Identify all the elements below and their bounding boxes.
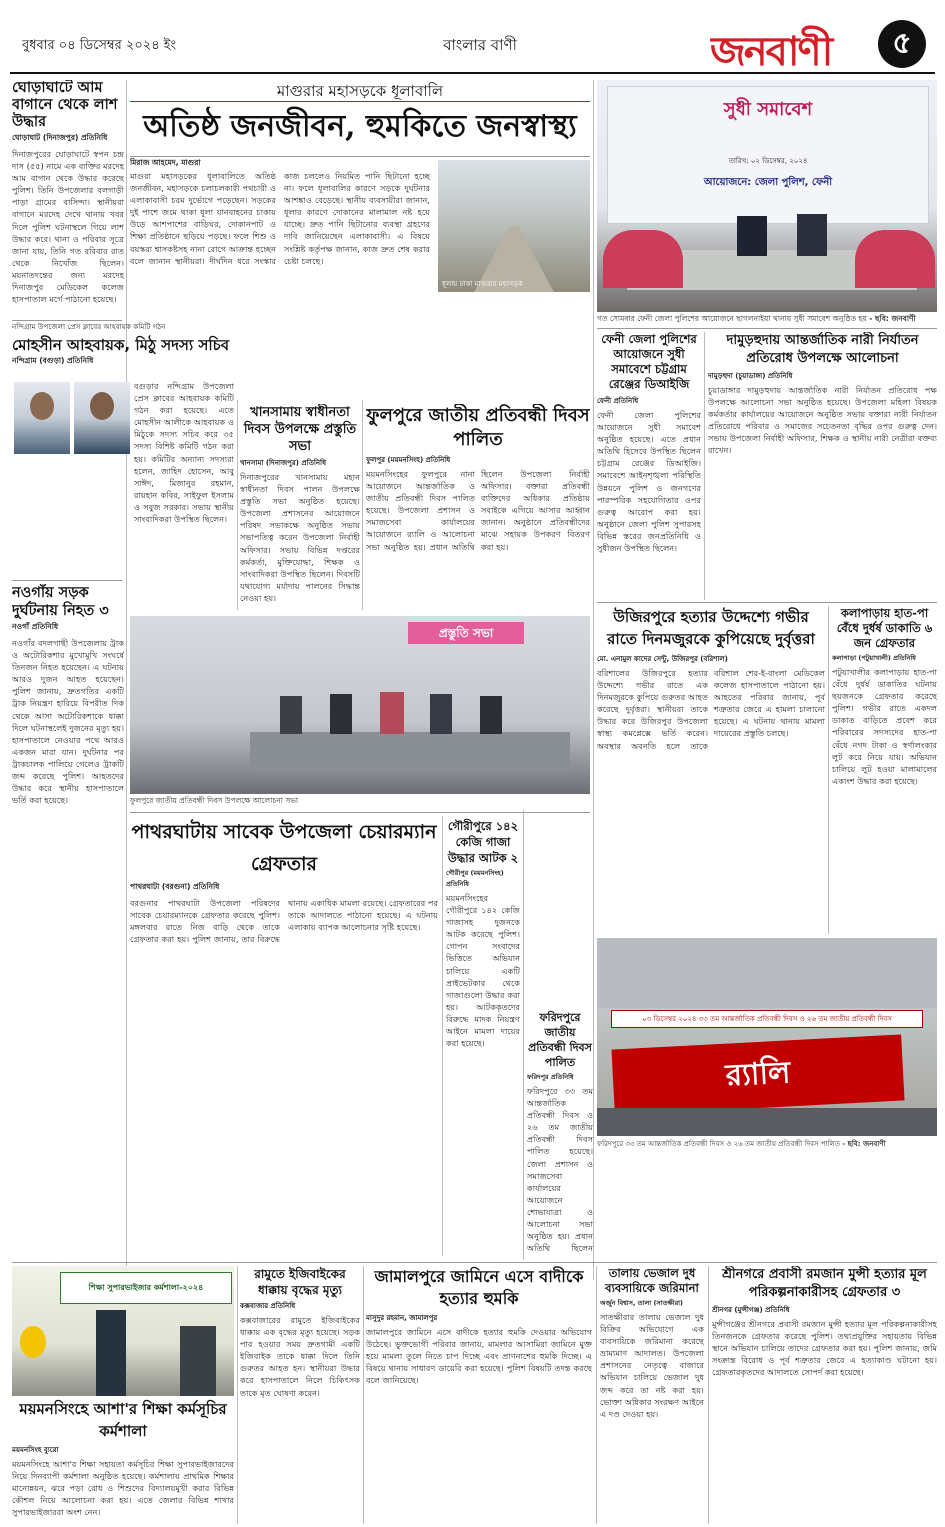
- article-faridpur: [527, 1010, 593, 1256]
- banner-title: সুধী সমাবেশ: [723, 99, 813, 120]
- headline: উজিরপুরে হত্যার উদ্দেশ্যে গভীর রাতে দিনমজুরকে কুপিয়েছে দুর্বৃত্তরা: [607, 608, 815, 648]
- rally-strip: [611, 1010, 923, 1028]
- headline: রামুতে ইজিবাইকের ধাক্কায় বৃদ্ধের মৃত্যু: [254, 1267, 346, 1297]
- article-body: বরিশালের উজিরপুরে হত্যার উদ্দেশ্যে গভীর রাতে এক দিনমজুরকে কুপিয়ে গুরুতর আহত করেছে দুর্বৃত্তরা। স্থানীয়রা তাকে উদ্ধার করে উজিরপুর উপজেলা স্বাস্থ্য কমপ্লেক্সে ভর্তি করেন। অবস্থার অবনতি হলে তাকে বরিশাল শের-ই-বাংলা মেডিকেল কলেজ হাসপাতালে পাঠানো হয়। আহতের পরিবার জানায়, পূর্ব শত্রুতার জেরে এ হামলা চালানো হয়েছে। এ ঘটনায় থানায় মামলা দায়েরের প্রস্তুতি চলছে।: [597, 668, 825, 751]
- byline: কক্সবাজার প্রতিনিধি: [240, 1302, 296, 1310]
- byline: অর্জুন বিশ্বাস, তালা (সাতক্ষীরা): [600, 1299, 684, 1307]
- person-shape: [737, 216, 767, 256]
- caption-text: ফরিদপুরে ৩৩ তম আন্তর্জাতিক প্রতিবন্ধী দিবস ও ২৬ তম জাতীয় প্রতিবন্ধী দিবস পালিত: [597, 1140, 841, 1148]
- article-lash-uddhar: [12, 80, 124, 324]
- masthead: [0, 0, 945, 78]
- byline: শ্রীনগর (মুন্সীগঞ্জ) প্রতিনিধি: [712, 1306, 790, 1314]
- article-body: মাগুরা মহাসড়কের ধূলাবালিতে অতিষ্ঠ জনজীবন, মহাসড়কে চলাচলকারী পথচারী ও এলাকাবাসী চরম দুর্ভোগে পড়েছেন। সড়কের দুই পাশে জমে থাকা ধূলা যানবাহনের চাকায় উড়ে আশপাশের বাড়িঘর, দোকানপাট ও শিক্ষা প্রতিষ্ঠানে ছড়িয়ে পড়ছে। ফলে শিশু ও বয়স্করা শ্বাসকষ্টসহ নানা রোগে আক্রান্ত হচ্ছেন বলে জানান স্থানীয়রা। দীর্ঘদিন ধরে সংস্কার কাজ চললেও নিয়মিত পানি ছিটানো হচ্ছে না। ফলে ধূলাবালির কারণে সড়কে দুর্ঘটনার আশঙ্কাও বেড়েছে। স্থানীয় ব্যবসায়ীরা জানান, ধূলার কারণে দোকানের মালামাল নষ্ট হয়ে যাচ্ছে। দ্রুত পানি ছিটানোর ব্যবস্থা গ্রহণের দাবি জানিয়েছেন এলাকাবাসী। এ বিষয়ে সংশ্লিষ্ট কর্তৃপক্ষ জানান, কাজ দ্রুত শেষ করার চেষ্টা চলছে।: [130, 171, 430, 266]
- byline: পাথরঘাটা (বরগুনা) প্রতিনিধি: [130, 882, 220, 891]
- section-name: বাংলার বাণী: [443, 36, 517, 54]
- article-body: চুয়াডাঙ্গার দামুড়হুদায় আন্তর্জাতিক নারী নির্যাতন প্রতিরোধ পক্ষ উপলক্ষে আলোচনা সভা অনুষ্ঠিত হয়েছে। উপজেলা মহিলা বিষয়ক কর্মকর্তার কার্যালয়ের আয়োজনে অনুষ্ঠিত সভায় বক্তারা নারী নির্যাতন প্রতিরোধে পরিবার ও সমাজের সচেতনতা বৃদ্ধির ওপর গুরুত্ব দেন। সভায় উপজেলা নির্বাহী অফিসার, শিক্ষক ও স্থানীয় নারী নেত্রীরা বক্তব্য রাখেন।: [708, 385, 937, 456]
- photo-caption: [597, 314, 937, 326]
- lead-rule: [130, 156, 590, 157]
- article-body: ময়মনসিংহের গৌরীপুরে ১৪২ কেজি গাজাসহ দুজনকে আটক করেছে পুলিশ। গোপন সংবাদের ভিত্তিতে অভিযান চালিয়ে একটি প্রাইভেটকার থেকে গাজাগুলো উদ্ধার করা হয়। আটককৃতদের বিরুদ্ধে মাদক নিয়ন্ত্রণ আইনে মামলা দায়ের করা হয়েছে।: [446, 893, 520, 1049]
- banner-date: তারিখ: ০২ ডিসেম্বর, ২০২৪: [728, 157, 808, 165]
- byline: ফরিদপুর প্রতিনিধি: [527, 1073, 574, 1081]
- photo-caption: ফুলপুরে জাতীয় প্রতিবন্ধী দিবস উপলক্ষে আলোচনা সভা: [130, 796, 299, 805]
- page-number: ৫: [892, 26, 912, 61]
- article-kalapara: [832, 606, 937, 934]
- photo-banner: [408, 622, 524, 644]
- headline: ফুলপুরে জাতীয় প্রতিবন্ধী দিবস পালিত: [366, 405, 590, 450]
- kicker: মাগুরার মহাসড়কে ধূলাবালি: [276, 82, 444, 100]
- plant-shape: [603, 230, 683, 288]
- meeting-photo: [130, 616, 590, 794]
- article-ujirpur: [597, 606, 825, 934]
- byline: কলাপাড়া (পটুয়াখালী) প্রতিনিধি: [832, 654, 916, 662]
- crowd-shape: [597, 1108, 937, 1136]
- article-feni: [597, 332, 701, 600]
- col-divider: [362, 400, 363, 610]
- photo-banner: [60, 1272, 232, 1304]
- headline: ফরিদপুরে জাতীয় প্রতিবন্ধী দিবস পালিত: [528, 1011, 592, 1069]
- article-naogaon: [12, 584, 124, 844]
- rule: [12, 320, 122, 321]
- headline: ফেনী জেলা পুলিশের আয়োজনে সুধী সমাবেশে চট্টগ্রাম রেঞ্জের ডিআইজি: [601, 332, 697, 391]
- asha-workshop-photo: [12, 1266, 234, 1396]
- issue-date: বুধবার ০৪ ডিসেম্বর ২০২৪ ইং: [22, 38, 177, 53]
- article-body-cont: [438, 296, 590, 392]
- person-shape: [96, 1310, 126, 1396]
- article-fulpur: [366, 404, 590, 610]
- col-divider: [126, 584, 127, 1274]
- kicker-bar: [130, 80, 590, 102]
- road-dust-photo: [438, 160, 590, 292]
- article-jamalpur: [366, 1266, 592, 1524]
- article-damurhuda: [708, 332, 937, 600]
- person-shape: [797, 214, 827, 256]
- avatar-mohsin: [14, 382, 70, 454]
- face-shape: [90, 392, 114, 420]
- article-body: পটুয়াখালীর কলাপাড়ায় হাত-পা বেঁধে দুর্ধর্ষ ডাকাতির ঘটনায় ছয়জনকে গ্রেফতার করেছে পুলিশ। গভীর রাতে একদল ডাকাত বাড়িতে প্রবেশ করে পরিবারের সদস্যদের হাত-পা বেঁধে নগদ টাকা ও স্বর্ণালংকার লুট করে নিয়ে যায়। অভিযান চালিয়ে লুট হওয়া মালামালের একাংশ উদ্ধার করা হয়েছে।: [832, 667, 937, 786]
- article-khansama: [240, 404, 360, 610]
- bottom-rule: [12, 1262, 937, 1263]
- article-body: দিনাজপুরের খানসামায় মহান স্বাধীনতা দিবস পালন উপলক্ষে প্রস্তুতি সভা অনুষ্ঠিত হয়েছে। উপজেলা প্রশাসনের আয়োজনে পরিষদ সভাকক্ষে অনুষ্ঠিত সভায় সভাপতিত্ব করেন উপজেলা নির্বাহী অফিসার। সভায় বিভিন্ন দপ্তরের কর্মকর্তা, মুক্তিযোদ্ধা, শিক্ষক ও সাংবাদিকরা উপস্থিত ছিলেন। দিবসটি যথাযোগ্য মর্যাদায় পালনের সিদ্ধান্ত নেওয়া হয়।: [240, 472, 360, 603]
- article-body: ময়মনসিংহের ফুলপুরে নানা আয়োজনে আন্তর্জাতিক ও জাতীয় প্রতিবন্ধী দিবস পালিত হয়েছে। উপজেলা প্রশাসন ও সমাজসেবা কার্যালয়ের আয়োজনে র‍্যালি ও আলোচনা সভা অনুষ্ঠিত হয়। প্রধান অতিথি ছিলেন উপজেলা নির্বাহী অফিসার। বক্তারা প্রতিবন্ধী ব্যক্তিদের অধিকার প্রতিষ্ঠায় সবাইকে এগিয়ে আসার আহ্বান জানান। অনুষ্ঠানে প্রতিবন্ধীদের মাঝে সহায়ক উপকরণ বিতরণ করা হয়।: [366, 469, 590, 552]
- article-body: বরগুনার পাথরঘাটা উপজেলা পরিষদের সাবেক চেয়ারম্যানকে গ্রেফতার করেছে পুলিশ। মঙ্গলবার রাতে নিজ বাড়ি থেকে তাকে গ্রেফতার করা হয়। পুলিশ জানায়, তার বিরুদ্ধে থানায় একাধিক মামলা রয়েছে। গ্রেফতারের পর তাকে আদালতে পাঠানো হয়েছে। এ ঘটনায় এলাকায় ব্যাপক আলোচনার সৃষ্টি হয়েছে।: [130, 898, 438, 945]
- article-body: মুন্সীগঞ্জের শ্রীনগরে প্রবাসী রমজান মুন্সী হত্যার মূল পরিকল্পনাকারীসহ তিনজনকে গ্রেফতার করেছে পুলিশ। তথ্যপ্রযুক্তির সহায়তায় বিভিন্ন স্থানে অভিযান চালিয়ে তাদের গ্রেফতার করা হয়। পুলিশ জানায়, জমি সংক্রান্ত বিরোধ ও পূর্ব শত্রুতার জেরে এ হত্যাকাণ্ড ঘটানো হয়। গ্রেফতারকৃতদের আদালতে সোপর্দ করা হয়েছে।: [712, 1319, 937, 1378]
- col-divider: [237, 400, 238, 610]
- article-body: দিনাজপুরের ঘোড়াঘাটে স্বপন চন্দ্র দাস (৫৫) নামে এক ব্যক্তির মরদেহ আম বাগান থেকে উদ্ধার করেছে পুলিশ। তিনি উপজেলার বলগাড়ী পাড়া গ্রামের বাসিন্দা। স্থানীয়রা বাগানে মরদেহ দেখে থানায় খবর দিলে পুলিশ ঘটনাস্থলে গিয়ে লাশ উদ্ধার করে। থানা ও পরিবার সূত্রে জানা যায়, তিনি গত রবিবার রাত থেকে নিখোঁজ ছিলেন। ময়নাতদন্তের জন্য মরদেহ দিনাজপুর মেডিকেল কলেজ হাসপাতাল মর্গে পাঠানো হয়েছে।: [12, 149, 124, 305]
- banner-text: প্রস্তুতি সভা: [438, 626, 494, 640]
- rule: [597, 328, 937, 329]
- kicker: নন্দিগ্রাম উপজেলা প্রেস ক্লাবের আহবায়ক কমিটি গঠন: [12, 322, 166, 331]
- article-body: ময়মনসিংহে আশা'র শিক্ষা সহায়তা কর্মসূচির শিক্ষা সুপারভাইজারদের নিয়ে দিনব্যাপী কর্মশালা অনুষ্ঠিত হয়েছে। কর্মশালায় প্রাথমিক শিক্ষার মানোন্নয়ন, ঝরে পড়া রোধ ও শিশুদের বিদ্যালয়মুখী করার বিভিন্ন কৌশল নিয়ে আলোচনা করা হয়। এতে জেলার বিভিন্ন শাখার সুপারভাইজাররা অংশ নেন।: [12, 1459, 234, 1518]
- headline: নওগাঁয় সড়ক দুর্ঘটনায় নিহত ৩: [12, 585, 109, 619]
- rule: [597, 602, 937, 603]
- article-body: সাতক্ষীরার তালায় ভেজাল দুধ বিক্রির অভিযোগে এক ব্যবসায়িকে জরিমানা করেছে ভ্রাম্যমাণ আদালত। উপজেলা প্রশাসনের নেতৃত্বে বাজারে অভিযান চালিয়ে ভেজাল দুধ জব্দ করে তা নষ্ট করা হয়। ভোক্তা অধিকার সংরক্ষণ আইনে এ দণ্ড দেওয়া হয়।: [600, 1312, 704, 1419]
- article-patharghata: [130, 816, 438, 1256]
- newspaper-logo: [710, 20, 930, 72]
- article-body: কক্সবাজারের রামুতে ইজিবাইকের ধাক্কায় এক বৃদ্ধের মৃত্যু হয়েছে। সড়ক পার হওয়ার সময় দ্রুতগামী একটি ইজিবাইক তাকে ধাক্কা দিলে তিনি গুরুতর আহত হন। স্থানীয়রা উদ্ধার করে হাসপাতালে নিলে চিকিৎসক তাকে মৃত ঘোষণা করেন।: [240, 1315, 360, 1398]
- rally-photo: [597, 938, 937, 1136]
- article-gouripur: [446, 818, 520, 1258]
- article-sreenagar: [712, 1266, 937, 1524]
- article-asha: [12, 1398, 234, 1524]
- lead-headline-box: [130, 104, 590, 154]
- feni-meeting-photo: [597, 80, 937, 312]
- byline: ফুলপুর (ময়মনসিংহ) প্রতিনিধি: [366, 456, 451, 464]
- headline: কলাপাড়ায় হাত-পা বেঁধে দুর্ধর্ষ ডাকাতি ৬ জন গ্রেফতার: [836, 606, 933, 650]
- col-divider: [523, 810, 524, 1260]
- table-shape: [250, 732, 570, 772]
- article-press-club: [12, 322, 234, 578]
- person-shape: [330, 694, 352, 734]
- face-shape: [30, 392, 54, 420]
- headline: গৌরীপুরে ১৪২ কেজি গাজা উদ্ধার আটক ২: [447, 819, 519, 865]
- byline: ফেনী প্রতিনিধি: [597, 397, 639, 405]
- photo-credit: - ছবি: জনবাণী: [842, 1140, 886, 1148]
- headline: ময়মনসিংহে আশা'র শিক্ষা কর্মসূচির কর্মশালা: [19, 1400, 227, 1440]
- col-divider: [237, 1266, 238, 1524]
- article-body: ফেনী জেলা পুলিশের আয়োজনে সুধী সমাবেশ অনুষ্ঠিত হয়েছে। এতে প্রধান অতিথি হিসেবে উপস্থিত ছিলেন চট্টগ্রাম রেঞ্জের ডিআইজি। সমাবেশে আইনশৃঙ্খলা পরিস্থিতি উন্নয়নে পুলিশ ও জনগণের পারস্পরিক সহযোগিতার ওপর গুরুত্ব আরোপ করা হয়। অনুষ্ঠানে জেলা পুলিশ সুপারসহ বিভিন্ন স্তরের জনপ্রতিনিধি ও সুধীজন উপস্থিত ছিলেন।: [597, 410, 701, 554]
- banner-text: শিক্ষা সুপারভাইজার কর্মশালা-২০২৪: [88, 1283, 204, 1292]
- article-body-cont: [12, 462, 234, 574]
- byline: গৌরীপুর (ময়মনসিংহ) প্রতিনিধি: [446, 869, 504, 888]
- col-divider: [704, 332, 705, 600]
- byline: মিরাজ আহমেদ, মাগুরা: [130, 158, 201, 167]
- stage-banner: [607, 86, 929, 224]
- article-body: জামালপুরে জামিনে এসে বাদীকে হত্যার হুমকি দেওয়ার অভিযোগ উঠেছে। ভুক্তভোগী পরিবার জানায়, মামলার আসামিরা জামিনে মুক্ত হয়ে মামলা তুলে নিতে চাপ দিচ্ছে এবং প্রাণনাশের হুমকি দিচ্ছে। এ বিষয়ে থানায় সাধারণ ডায়েরি করা হয়েছে। পুলিশ বিষয়টি তদন্ত করছে বলে জানিয়েছে।: [366, 1327, 592, 1386]
- photo-credit: - ছবি: জনবাণী: [869, 314, 916, 323]
- avatar-mithu: [74, 382, 130, 454]
- byline: দামুড়হুদা (চুয়াডাঙ্গা) প্রতিনিধি: [708, 372, 793, 380]
- headline: দামুড়হুদায় আন্তর্জাতিক নারী নির্যাতন প্রতিরোধ উপলক্ষে আলোচনা: [726, 333, 919, 366]
- photo-caption: ধূলায় ঢাকা মাগুরার মহাসড়ক: [442, 280, 523, 288]
- rally-banner: [611, 1034, 904, 1115]
- byline: ময়মনসিংহ ব্যুরো: [12, 1446, 59, 1454]
- byline: খানসামা (দিনাজপুর) প্রতিনিধি: [240, 459, 326, 467]
- person-shape: [380, 692, 404, 734]
- rule: [12, 580, 122, 581]
- headline: ঘোড়াঘাটে আম বাগানে থেকে লাশ উদ্ধার: [12, 80, 118, 130]
- col-divider: [363, 1266, 364, 1524]
- col-divider: [596, 1266, 597, 1524]
- banner-organizer: আয়োজনে: জেলা পুলিশ, ফেনী: [703, 177, 833, 188]
- person-shape: [280, 696, 302, 734]
- page-number-badge: [878, 20, 926, 68]
- person-shape: [180, 1326, 216, 1396]
- article-ramu: [240, 1266, 360, 1524]
- masthead-rule: [10, 72, 935, 74]
- person-shape: [430, 694, 452, 734]
- article-body: নওগাঁর বদলগাছী উপজেলায় ট্রাক ও অটোরিকশার মুখোমুখি সংঘর্ষে তিনজন নিহত হয়েছেন। এ ঘটনায় আরও দুজন আহত হয়েছেন। পুলিশ জানায়, দ্রুতগতির একটি ট্রাক নিয়ন্ত্রণ হারিয়ে বিপরীত দিক থেকে আসা অটোরিকশাকে ধাক্কা দিলে ঘটনাস্থলেই দুজনের মৃত্যু হয়। হাসপাতালে নেওয়ার পথে আরও একজন মারা যান। দুর্ঘটনার পর ট্রাকচালক পালিয়ে গেলেও ট্রাকটি জব্দ করেছে পুলিশ। আহতদের উদ্ধার করে স্থানীয় হাসপাতালে ভর্তি করা হয়েছে।: [12, 638, 124, 806]
- byline: মাসুদুর রহমান, জামালপুর: [366, 1314, 438, 1322]
- banner-text: র‍্যালি: [724, 1055, 792, 1094]
- headline: পাথরঘাটায় সাবেক উপজেলা চেয়ারম্যান গ্রেফতার: [131, 821, 437, 875]
- article-body: বগুড়ার নন্দিগ্রাম উপজেলা প্রেস ক্লাবের আহবায়ক কমিটি গঠন করা হয়েছে। এতে মোহসীন আলীকে আহবায়ক ও মিঠুকে সদস্য সচিব করে ৩৫ সদস্য বিশিষ্ট কমিটি গঠন করা হয়। কমিটির অন্যান্য সদস্যরা হলেন, জাহিদ হোসেন, আবু সাঈদ, মিজানুর রহমান, রায়হান কবির, সাইফুল ইসলাম ও সবুজ সরকার। সভায় স্থানীয় সাংবাদিকরা উপস্থিত ছিলেন।: [134, 381, 234, 525]
- person-shape: [480, 696, 502, 734]
- byline: মো. এনামুল কাদের সেন্টু, উজিরপুর (বরিশাল): [597, 655, 728, 663]
- col-divider-2: [593, 80, 594, 1280]
- headline: তালায় ভেজাল দুধ ব্যবসায়িকে জরিমানা: [605, 1266, 699, 1295]
- rule: [130, 812, 590, 813]
- logo-text: জনবাণী: [710, 29, 832, 72]
- headline: জামালপুরে জামিনে এসে বাদীকে হত্যার হুমকি: [374, 1267, 584, 1308]
- photo-caption: [597, 1138, 937, 1150]
- col-divider: [708, 1266, 709, 1524]
- plant-shape: [855, 230, 935, 288]
- building-shape: [597, 938, 937, 1008]
- byline: ঘোড়াঘাট (দিনাজপুর) প্রতিনিধি: [12, 133, 108, 142]
- headline: মোহসীন আহবায়ক, মিঠু সদস্য সচিব: [12, 336, 230, 354]
- col-divider: [442, 816, 443, 1256]
- col-divider: [828, 606, 829, 934]
- byline: নওগাঁ প্রতিনিধি: [12, 622, 59, 631]
- byline: নন্দিগ্রাম (বগুড়া) প্রতিনিধি: [12, 356, 94, 365]
- article-body: ফরিদপুরে ৩৩ তম আন্তর্জাতিক প্রতিবন্ধী দিবস ও ২৬ তম জাতীয় প্রতিবন্ধী দিবস পালিত হয়েছে। জেলা প্রশাসন ও সমাজসেবা কার্যালয়ের আয়োজনে শোভাযাত্রা ও আলোচনা সভা অনুষ্ঠিত হয়। প্রধান অতিথি ছিলেন: [527, 1086, 593, 1254]
- caption-text: গত সোমবার ফেনী জেলা পুলিশের আয়োজনে ছাগলনাইয়া থানায় সুধী সমাবেশ অনুষ্ঠিত হয়: [597, 314, 867, 323]
- headline: খানসামায় স্বাধীনতা দিবস উপলক্ষে প্রস্তুতি সভা: [243, 405, 357, 454]
- strip-text: ০৩ ডিসেম্বর ২০২৪ ৩৩ তম আন্তর্জাতিক প্রতিবন্ধী দিবস ও ২৬ তম জাতীয় প্রতিবন্ধী দিবস: [642, 1015, 892, 1023]
- lead-headline: অতিষ্ঠ জনজীবন, হুমকিতে জনস্বাস্থ্য: [143, 109, 577, 144]
- balloon-shape: [20, 1326, 46, 1358]
- article-tala: [600, 1266, 704, 1524]
- headline: শ্রীনগরে প্রবাসী রমজান মুন্সী হত্যার মূল পরিকল্পনাকারীসহ গ্রেফতার ৩: [722, 1267, 927, 1300]
